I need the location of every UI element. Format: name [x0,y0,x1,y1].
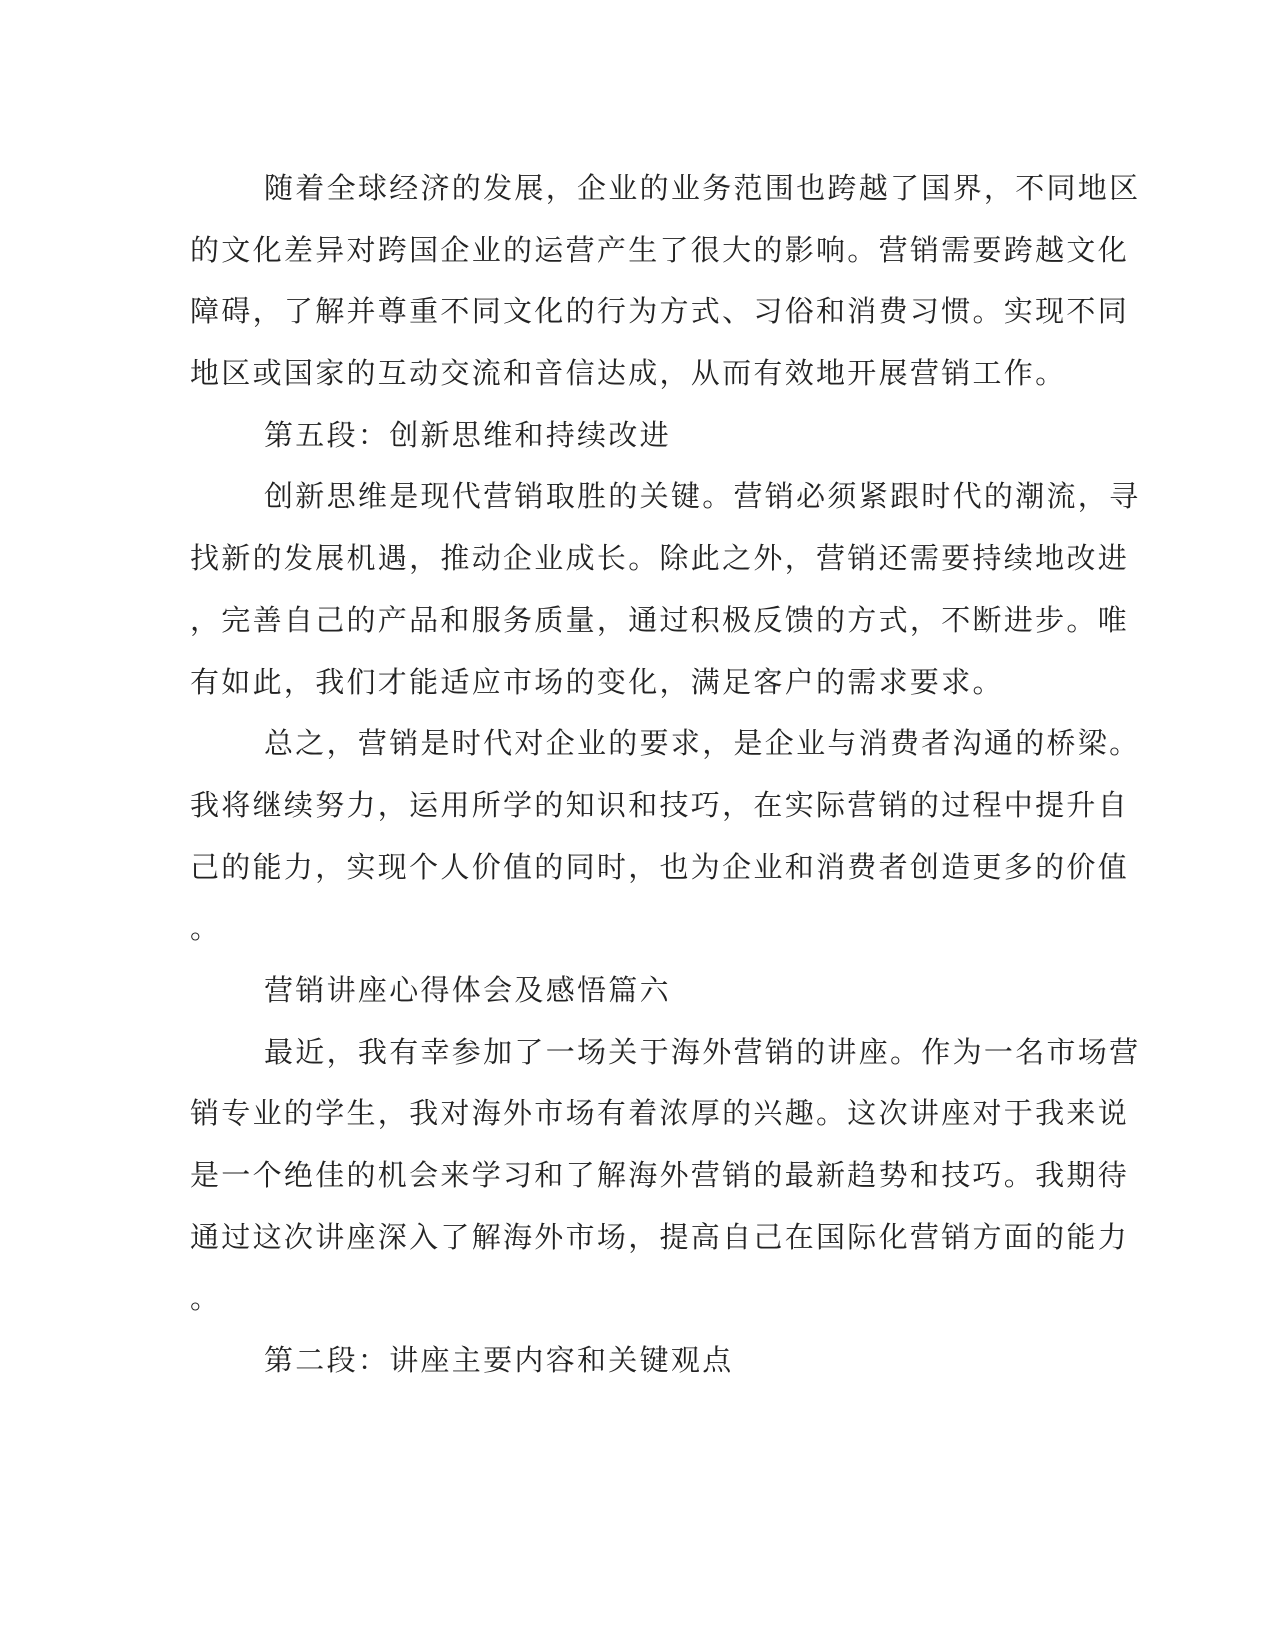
section-heading: 第五段：创新思维和持续改进 [264,417,671,452]
section-heading: 第二段：讲座主要内容和关键观点 [264,1343,734,1378]
document-body [190,158,1141,1392]
text-line: ，完善自己的产品和服务质量，通过积极反馈的方式，不断进步。唯 [190,602,1130,637]
article-title: 营销讲座心得体会及感悟篇六 [264,972,671,1007]
text-line: 。 [190,1281,222,1316]
text-line: 找新的发展机遇，推动企业成长。除此之外，营销还需要持续地改进 [190,541,1130,576]
text-line: 随着全球经济的发展，企业的业务范围也跨越了国界，不同地区 [264,171,1141,205]
text-line: 。 [190,911,222,946]
text-line: 的文化差异对跨国企业的运营产生了很大的影响。营销需要跨越文化 [190,232,1130,267]
text-line: 我将继续努力，运用所学的知识和技巧，在实际营销的过程中提升自 [190,787,1130,822]
text-line: 地区或国家的互动交流和音信达成，从而有效地开展营销工作。 [190,356,1067,391]
text-line: 障碍，了解并尊重不同文化的行为方式、习俗和消费习惯。实现不同 [190,294,1130,329]
text-line: 创新思维是现代营销取胜的关键。营销必须紧跟时代的潮流，寻 [264,479,1141,514]
text-line: 己的能力，实现个人价值的同时，也为企业和消费者创造更多的价值 [190,849,1130,884]
text-line: 销专业的学生，我对海外市场有着浓厚的兴趣。这次讲座对于我来说 [190,1096,1130,1131]
text-line: 是一个绝佳的机会来学习和了解海外营销的最新趋势和技巧。我期待 [190,1158,1130,1192]
text-line: 总之，营销是时代对企业的要求，是企业与消费者沟通的桥梁。 [264,726,1141,761]
text-line: 最近，我有幸参加了一场关于海外营销的讲座。作为一名市场营 [264,1034,1141,1069]
text-line: 有如此，我们才能适应市场的变化，满足客户的需求要求。 [190,664,1004,699]
text-line: 通过这次讲座深入了解海外市场，提高自己在国际化营销方面的能力 [190,1219,1130,1254]
